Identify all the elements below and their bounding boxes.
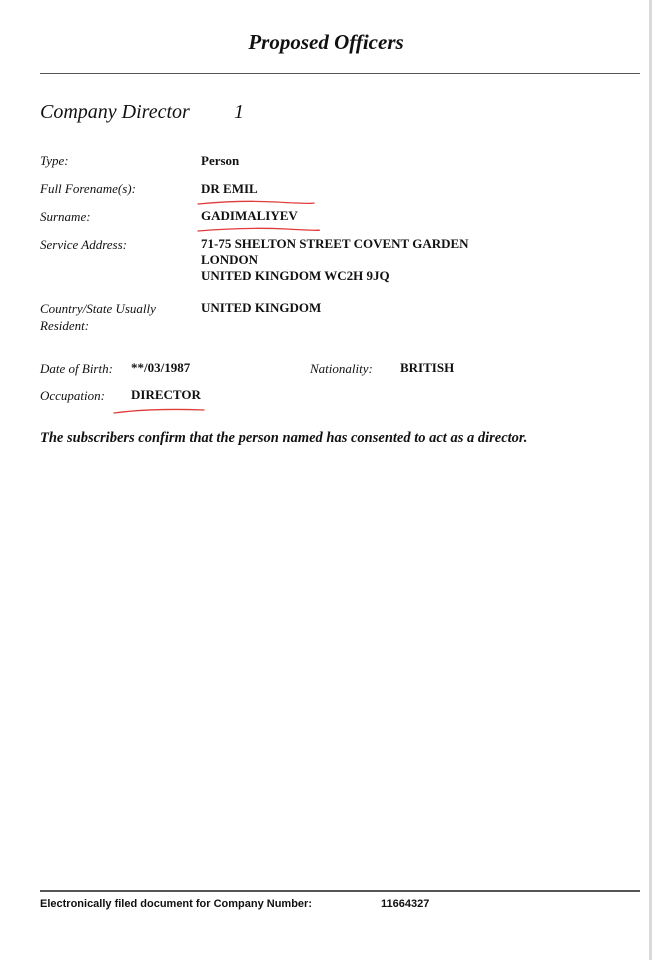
- service-address-block: [201, 236, 469, 284]
- occupation-value: DIRECTOR: [131, 387, 201, 402]
- dob-label: Date of Birth:: [40, 361, 113, 376]
- footer-divider: [40, 890, 640, 892]
- residence-label: Country/State Usually Resident:: [40, 301, 156, 333]
- director-number: 1: [234, 101, 244, 123]
- surname-underline-annotation: [196, 224, 320, 236]
- forename-underline-annotation: [196, 198, 316, 210]
- annotation-stroke: [198, 228, 319, 231]
- surname-label: Surname:: [40, 209, 91, 224]
- occupation-label: Occupation:: [40, 388, 105, 403]
- annotation-stroke: [114, 409, 204, 413]
- annotation-stroke: [198, 201, 314, 204]
- address-line: 71-75 SHELTON STREET COVENT GARDEN: [201, 236, 469, 251]
- residence-value: UNITED KINGDOM: [201, 300, 322, 315]
- consent-statement: The subscribers confirm that the person named has consented to act as a director.: [40, 430, 528, 446]
- forenames-value: DR EMIL: [201, 181, 258, 196]
- address-line: UNITED KINGDOM WC2H 9JQ: [201, 268, 390, 283]
- nationality-value: BRITISH: [400, 360, 455, 375]
- dob-value: **/03/1987: [131, 360, 191, 375]
- section-heading: Company Director: [40, 101, 190, 123]
- address-line: LONDON: [201, 252, 259, 267]
- forenames-label: Full Forename(s):: [40, 181, 136, 196]
- company-number: 11664327: [381, 898, 430, 910]
- type-label: Type:: [40, 153, 69, 168]
- nationality-label: Nationality:: [310, 361, 373, 376]
- type-value: Person: [201, 153, 240, 168]
- top-divider: [40, 73, 640, 74]
- surname-value: GADIMALIYEV: [201, 208, 298, 223]
- page-title: Proposed Officers: [248, 30, 404, 54]
- occupation-underline-annotation: [112, 405, 206, 417]
- footer-label: Electronically filed document for Company Number:: [40, 898, 312, 910]
- service-address-label: Service Address:: [40, 237, 128, 252]
